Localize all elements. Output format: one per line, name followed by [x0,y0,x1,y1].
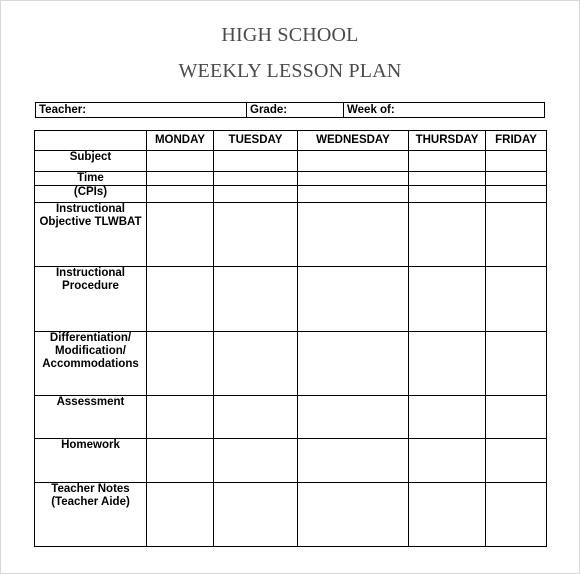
row-label-subject: Subject [35,151,147,172]
table-cell[interactable] [214,267,298,332]
table-row [35,151,547,172]
table-cell[interactable] [486,439,547,483]
page-title: HIGH SCHOOL [221,24,359,46]
table-cell[interactable] [298,267,409,332]
table-cell[interactable] [409,203,486,267]
row-label-cpis: (CPIs) [35,186,147,203]
teacher-field[interactable] [36,103,246,117]
teacher-label: Teacher: [39,104,87,116]
table-cell[interactable] [298,396,409,439]
table-cell[interactable] [147,439,214,483]
day-header-friday: FRIDAY [486,131,547,151]
table-cell[interactable] [486,267,547,332]
table-header-row [35,131,547,151]
row-label-time: Time [35,172,147,186]
table-cell[interactable] [214,151,298,172]
table-cell[interactable] [409,267,486,332]
day-header-tuesday: TUESDAY [214,131,298,151]
table-row [35,186,547,203]
table-cell[interactable] [486,483,547,547]
table-cell[interactable] [214,483,298,547]
grade-label: Grade: [250,104,288,116]
table-row [35,267,547,332]
header-fields-row [35,102,545,118]
table-cell[interactable] [486,172,547,186]
lesson-plan-table [34,130,547,547]
table-cell[interactable] [298,151,409,172]
table-cell[interactable] [409,483,486,547]
week-of-label: Week of: [347,104,395,116]
table-cell[interactable] [298,172,409,186]
table-cell[interactable] [409,332,486,396]
table-cell[interactable] [298,439,409,483]
table-cell[interactable] [298,332,409,396]
table-cell[interactable] [214,439,298,483]
table-cell[interactable] [298,203,409,267]
page-subtitle: WEEKLY LESSON PLAN [178,60,402,82]
table-cell[interactable] [147,151,214,172]
table-row [35,483,547,547]
corner-cell [35,131,147,151]
table-cell[interactable] [214,332,298,396]
table-cell[interactable] [486,186,547,203]
table-cell[interactable] [409,151,486,172]
table-cell[interactable] [486,332,547,396]
week-of-field[interactable] [343,103,544,117]
table-cell[interactable] [147,186,214,203]
table-cell[interactable] [214,203,298,267]
row-label-homework: Homework [35,439,147,483]
row-label-differentiation: Differentiation/ Modification/ Accommodations [35,332,147,396]
table-cell[interactable] [214,396,298,439]
row-label-instructional-procedure: Instructional Procedure [35,267,147,332]
table-cell[interactable] [147,203,214,267]
table-cell[interactable] [147,267,214,332]
day-header-wednesday: WEDNESDAY [298,131,409,151]
day-header-monday: MONDAY [147,131,214,151]
table-row [35,396,547,439]
table-cell[interactable] [214,172,298,186]
table-row [35,203,547,267]
table-cell[interactable] [214,186,298,203]
table-cell[interactable] [409,439,486,483]
table-row [35,439,547,483]
table-cell[interactable] [486,151,547,172]
table-row [35,332,547,396]
row-label-teacher-notes: Teacher Notes (Teacher Aide) [35,483,147,547]
table-cell[interactable] [147,483,214,547]
table-cell[interactable] [409,396,486,439]
table-cell[interactable] [147,172,214,186]
grade-field[interactable] [246,103,343,117]
table-cell[interactable] [147,332,214,396]
row-label-assessment: Assessment [35,396,147,439]
table-cell[interactable] [409,186,486,203]
table-cell[interactable] [486,203,547,267]
day-header-thursday: THURSDAY [409,131,486,151]
table-cell[interactable] [409,172,486,186]
table-cell[interactable] [298,186,409,203]
table-row [35,172,547,186]
row-label-instructional-objective: Instructional Objective TLWBAT [35,203,147,267]
table-cell[interactable] [147,396,214,439]
table-cell[interactable] [486,396,547,439]
table-cell[interactable] [298,483,409,547]
